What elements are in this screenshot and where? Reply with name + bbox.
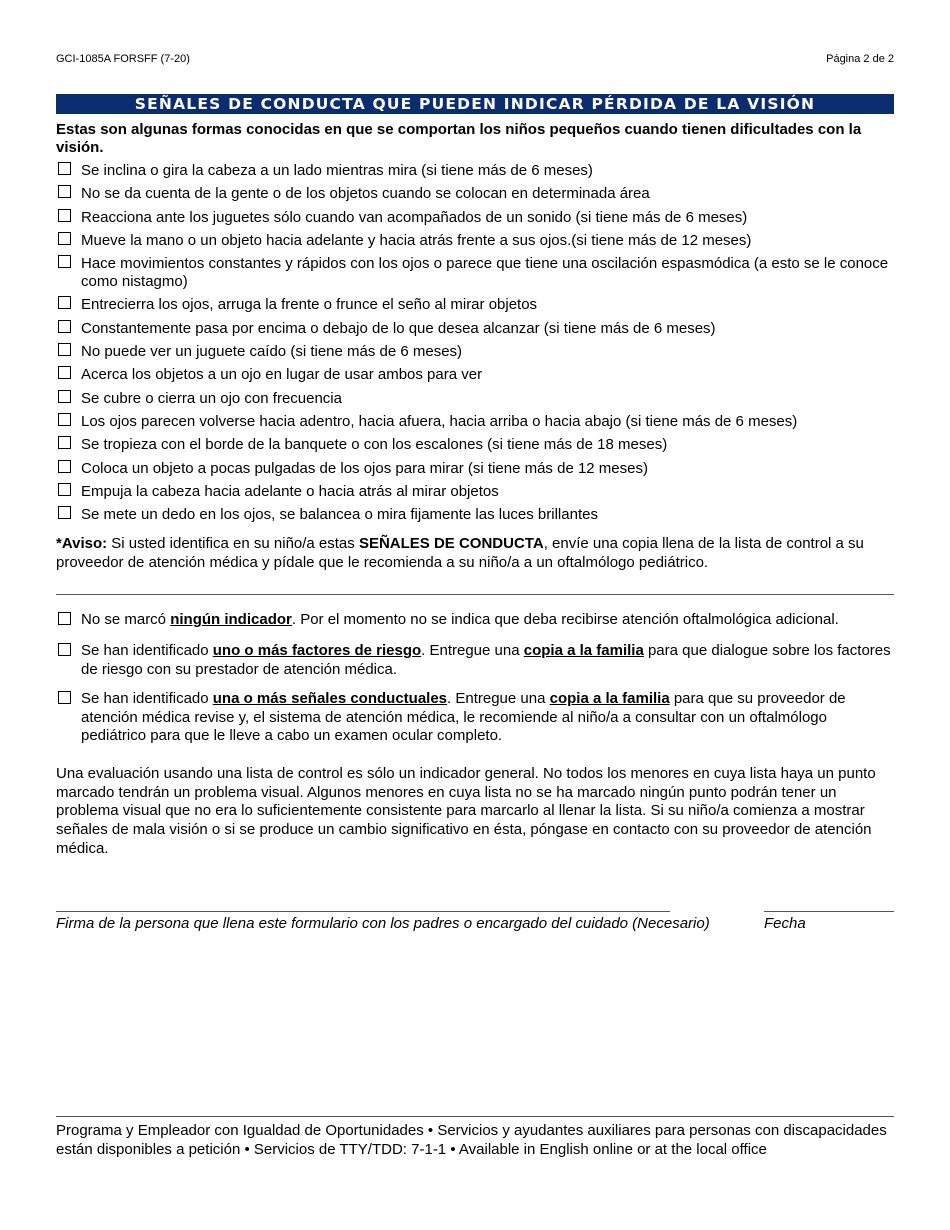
checklist-item-label: Se cubre o cierra un ojo con frecuencia — [81, 389, 342, 407]
section-title: SEÑALES DE CONDUCTA QUE PUEDEN INDICAR PÉRDIDA DE LA VISIÓN — [56, 94, 894, 114]
checkbox[interactable] — [58, 320, 71, 333]
signature-label: Firma de la persona que llena este formulario con los padres o encargado del cuidado (Necesario) — [56, 915, 710, 932]
checklist-item — [56, 185, 894, 203]
checklist-item-label: Se tropieza con el borde de la banquete o con los escalones (si tiene más de 18 meses) — [81, 436, 668, 454]
checklist-item — [56, 162, 894, 180]
checklist-item-label: Empuja la cabeza hacia adelante o hacia atrás al mirar objetos — [81, 482, 499, 500]
outcome-text-end: para que su proveedor de atención médica revise y, el sistema de atención médica, le recomiende al niño/a a consultar con un oftalmólogo pediátrico para que le lleve a cabo un examen ocular completo. — [81, 690, 846, 744]
outcome-emphasis: ningún indicador — [170, 611, 292, 628]
outcome-text-end: . Por el momento no se indica que deba recibirse atención oftalmológica adicional. — [291, 611, 839, 628]
outcome-text-end: para que dialogue sobre los factores de riesgo con su prestador de atención médica. — [81, 642, 891, 678]
checkbox[interactable] — [58, 343, 71, 356]
outcome-emphasis-2: copia a la familia — [549, 690, 670, 707]
checkbox[interactable] — [58, 460, 71, 473]
outcome-no-indicator — [56, 611, 894, 630]
checklist-item — [56, 436, 894, 454]
checkbox[interactable] — [58, 506, 71, 519]
checklist-item-label: Se inclina o gira la cabeza a un lado mientras mira (si tiene más de 6 meses) — [81, 162, 593, 179]
footer-text: Programa y Empleador con Igualdad de Oportunidades • Servicios y ayudantes auxiliares para personas con discapacidades están disponibles a petición • Servicios de TTY/TDD: 7-1-1 • Available in English online or at the local office — [56, 1122, 887, 1158]
checklist-item-label: Hace movimientos constantes y rápidos con los ojos o parece que tiene una oscilación espasmódica (a esto se le conoce como nistagmo) — [81, 255, 889, 291]
checklist-item — [56, 209, 894, 227]
date-label: Fecha — [764, 915, 806, 932]
notice — [56, 535, 894, 572]
outcome-text-mid: . Entregue una — [447, 690, 550, 707]
checkbox[interactable] — [58, 483, 71, 496]
checkbox[interactable] — [58, 296, 71, 309]
checklist-item-label: No se da cuenta de la gente o de los objetos cuando se colocan en determinada área — [81, 185, 650, 203]
checklist-item-label: Se mete un dedo en los ojos, se balancea o mira fijamente las luces brillantes — [81, 506, 598, 524]
checkbox[interactable] — [58, 691, 71, 704]
checklist-item-label: No puede ver un juguete caído (si tiene más de 6 meses) — [81, 343, 463, 361]
signature-line[interactable] — [56, 911, 670, 912]
outcome-text-mid: . Entregue una — [421, 642, 524, 659]
checkbox[interactable] — [58, 185, 71, 198]
checklist-item — [56, 343, 894, 361]
outcome-text: Se han identificado — [81, 690, 213, 707]
outcome-emphasis: uno o más factores de riesgo — [212, 642, 422, 659]
footer-divider — [56, 1116, 894, 1117]
page-number: Página 2 de 2 — [826, 53, 894, 65]
checkbox[interactable] — [58, 436, 71, 449]
checkbox[interactable] — [58, 390, 71, 403]
checklist-item — [56, 366, 894, 384]
checkbox[interactable] — [58, 643, 71, 656]
checkbox[interactable] — [58, 162, 71, 175]
form-id: GCI-1085A FORSFF (7-20) — [56, 53, 190, 65]
checklist-item — [56, 460, 894, 478]
checklist-item — [56, 255, 894, 291]
checkbox[interactable] — [58, 366, 71, 379]
checklist-item-label: Acerca los objetos a un ojo en lugar de usar ambos para ver — [81, 366, 483, 384]
notice-text-end: , envíe una copia llena de la lista de control a su proveedor de atención médica y pídale que le recomienda a su niño/a a un oftalmólogo pediátrico. — [56, 535, 864, 571]
checklist-item-label: Reacciona ante los juguetes sólo cuando van acompañados de un sonido (si tiene más de 6 meses) — [81, 208, 748, 226]
checklist-item — [56, 506, 894, 524]
outcome-behavior-signs — [56, 690, 894, 746]
checklist-item — [56, 483, 894, 501]
checklist-item — [56, 413, 894, 431]
disclaimer: Una evaluación usando una lista de control es sólo un indicador general. No todos los menores en cuya lista haya un punto marcado tendrán un problema visual. Algunos menores en cuya lista no se ha marcado ningún punto podrán tener un problema visual que no era lo suficientemente consistente para marcarlo al llenar la lista. Si su niño/a comienza a mostrar señales de mala visión o si se produce un cambio significativo en ésta, póngase en contacto con su proveedor de atención médica. — [56, 765, 876, 857]
checkbox[interactable] — [58, 255, 71, 268]
notice-label: *Aviso: — [56, 535, 108, 552]
checkbox[interactable] — [58, 232, 71, 245]
outcome-text: No se marcó — [81, 611, 171, 628]
outcome-text: Se han identificado — [81, 642, 213, 659]
checklist-item — [56, 232, 894, 250]
checklist-item — [56, 296, 894, 314]
date-line[interactable] — [764, 911, 894, 912]
notice-text: Si usted identifica en su niño/a estas — [107, 535, 359, 552]
checklist-item-label: Coloca un objeto a pocas pulgadas de los ojos para mirar (si tiene más de 12 meses) — [81, 459, 648, 477]
checklist-item — [56, 320, 894, 338]
checkbox[interactable] — [58, 209, 71, 222]
behavior-checklist — [56, 162, 894, 529]
checkbox[interactable] — [58, 612, 71, 625]
outcome-emphasis-2: copia a la familia — [523, 642, 644, 659]
checkbox[interactable] — [58, 413, 71, 426]
checklist-item — [56, 390, 894, 408]
divider — [56, 594, 894, 595]
checklist-item-label: Constantemente pasa por encima o debajo de lo que desea alcanzar (si tiene más de 6 meses) — [81, 319, 716, 337]
notice-emphasis: SEÑALES DE CONDUCTA — [358, 535, 544, 552]
section-intro: Estas son algunas formas conocidas en que se comportan los niños pequeños cuando tienen dificultades con la visión. — [56, 121, 862, 156]
outcome-emphasis: una o más señales conductuales — [212, 690, 448, 707]
checklist-item-label: Entrecierra los ojos, arruga la frente o frunce el seño al mirar objetos — [81, 296, 538, 314]
checklist-item-label: Los ojos parecen volverse hacia adentro, hacia afuera, hacia arriba o hacia abajo (si tiene más de 6 meses) — [81, 412, 798, 430]
outcome-risk-factors — [56, 642, 894, 679]
checklist-item-label: Mueve la mano o un objeto hacia adelante y hacia atrás frente a sus ojos.(si tiene más de 12 meses) — [81, 231, 752, 249]
